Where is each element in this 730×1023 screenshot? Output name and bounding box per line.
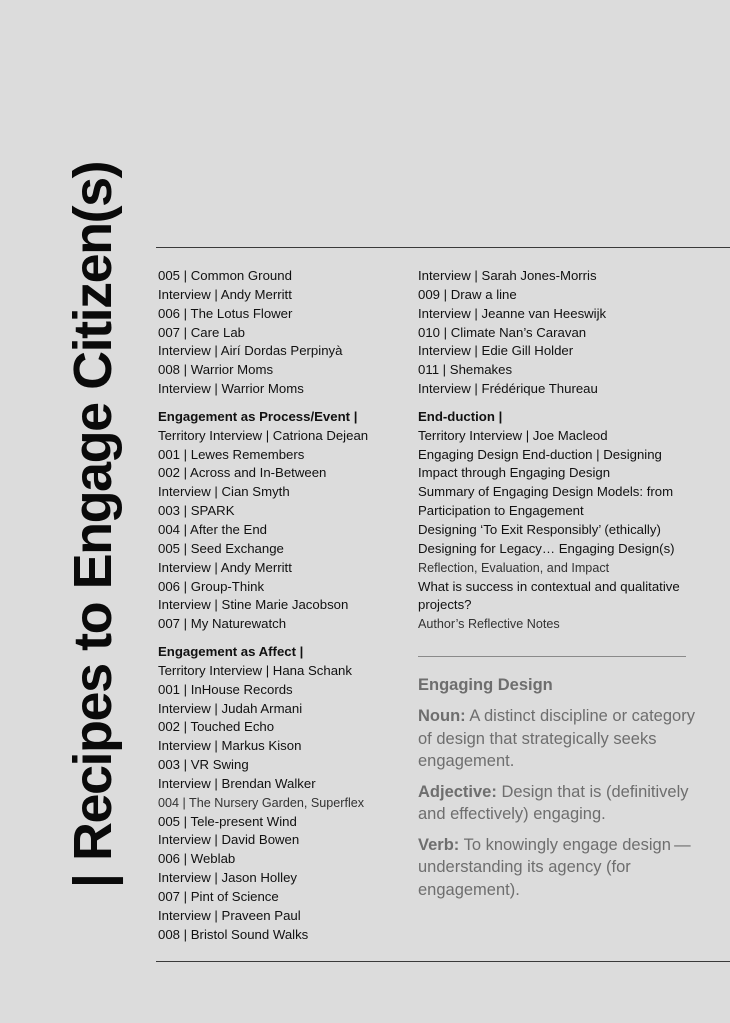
section-heading: Engagement as Process/Event | — [158, 408, 358, 424]
contents-entry: Interview | Sarah Jones-Morris — [418, 268, 597, 283]
contents-entry: What is success in contextual and qualitative — [418, 578, 680, 594]
definition-term: Verb: — [418, 835, 460, 854]
top-rule — [156, 247, 730, 248]
contents-entry: Interview | Jason Holley — [158, 870, 298, 886]
section-divider — [418, 656, 686, 657]
bottom-rule — [156, 961, 730, 962]
contents-entry: 006 | Group-Think — [158, 578, 265, 594]
contents-entry: projects? — [418, 597, 472, 613]
contents-entry: Reflection, Evaluation, and Impact — [418, 560, 610, 575]
contents-entry: 004 | After the End — [158, 521, 268, 537]
definition-text: A distinct discipline or category of design that strategically seeks engagement. — [418, 707, 695, 770]
contents-entry: 007 | Pint of Science — [158, 889, 279, 904]
contents-entry: 008 | Warrior Moms — [158, 362, 274, 378]
contents-entry: Designing for Legacy… Engaging Design(s) — [418, 540, 675, 556]
contents-entry: 005 | Common Ground — [158, 268, 292, 283]
contents-entry: Participation to Engagement — [418, 503, 584, 519]
contents-entry: 004 | The Nursery Garden, Superflex — [158, 795, 365, 810]
section-heading: End-duction | — [418, 408, 503, 424]
definition-term: Adjective: — [418, 782, 497, 801]
contents-entry: Interview | Warrior Moms — [158, 381, 304, 397]
contents-entry: 009 | Draw a line — [418, 286, 517, 302]
definition-text: Design that is (definitively and effectively) engaging. — [418, 782, 689, 823]
contents-entry: Territory Interview | Hana Schank — [158, 662, 352, 678]
contents-entry: Interview | Brendan Walker — [158, 775, 316, 791]
contents-entry: Impact through Engaging Design — [418, 465, 611, 481]
contents-entry: 002 | Across and In-Between — [158, 465, 327, 481]
contents-entry: 002 | Touched Echo — [158, 719, 275, 735]
vertical-title — [62, 85, 125, 965]
contents-right-column — [418, 267, 708, 634]
section-heading: Engagement as Affect | — [158, 644, 304, 660]
definition-title: Engaging Design — [418, 676, 553, 694]
contents-left-column — [158, 267, 408, 945]
contents-entry: Interview | Andy Merritt — [158, 559, 292, 575]
definition-noun — [418, 705, 708, 773]
contents-entry: Interview | Frédérique Thureau — [418, 381, 598, 397]
contents-entry: Engaging Design End-duction | Designing — [418, 446, 662, 462]
contents-entry: Interview | Markus Kison — [158, 738, 302, 754]
contents-entry: Interview | Jeanne van Heeswijk — [418, 305, 607, 321]
contents-entry: 006 | Weblab — [158, 851, 236, 867]
contents-entry: Interview | Stine Marie Jacobson — [158, 597, 349, 613]
contents-entry: 005 | Tele-present Wind — [158, 813, 297, 829]
contents-entry: 001 | Lewes Remembers — [158, 446, 305, 462]
contents-entry: Interview | Cian Smyth — [158, 484, 290, 500]
contents-entry: 006 | The Lotus Flower — [158, 305, 293, 321]
page-title: | Recipes to Engage Citizen(s) — [63, 161, 123, 889]
contents-entry: Interview | Judah Armani — [158, 700, 303, 716]
contents-entry: Summary of Engaging Design Models: from — [418, 484, 674, 500]
definition-adjective — [418, 781, 708, 826]
contents-entry: 007 | Care Lab — [158, 324, 246, 340]
contents-entry: Territory Interview | Catriona Dejean — [158, 427, 369, 443]
contents-entry: 008 | Bristol Sound Walks — [158, 926, 309, 942]
contents-entry: Interview | Andy Merritt — [158, 286, 292, 302]
contents-entry: Interview | David Bowen — [158, 832, 300, 848]
contents-entry: 001 | InHouse Records — [158, 681, 293, 697]
contents-entry: 003 | SPARK — [158, 503, 235, 519]
contents-entry: 010 | Climate Nan’s Caravan — [418, 324, 587, 340]
contents-entry: Interview | Airí Dordas Perpinyà — [158, 343, 343, 359]
contents-entry: Author’s Reflective Notes — [418, 617, 560, 632]
contents-entry: 011 | Shemakes — [418, 362, 513, 378]
contents-entry: Territory Interview | Joe Macleod — [418, 427, 608, 443]
definition-term: Noun: — [418, 707, 466, 725]
contents-entry: Interview | Edie Gill Holder — [418, 343, 574, 359]
definition-text: To knowingly engage design — understanding its agency (for engagement). — [418, 835, 694, 899]
contents-entry: Interview | Praveen Paul — [158, 907, 301, 923]
definition-block — [418, 674, 708, 909]
contents-entry: 007 | My Naturewatch — [158, 616, 287, 632]
contents-entry: Designing ‘To Exit Responsibly’ (ethically) — [418, 521, 661, 537]
definition-verb — [418, 834, 708, 902]
contents-entry: 005 | Seed Exchange — [158, 540, 284, 556]
contents-entry: 003 | VR Swing — [158, 757, 249, 773]
